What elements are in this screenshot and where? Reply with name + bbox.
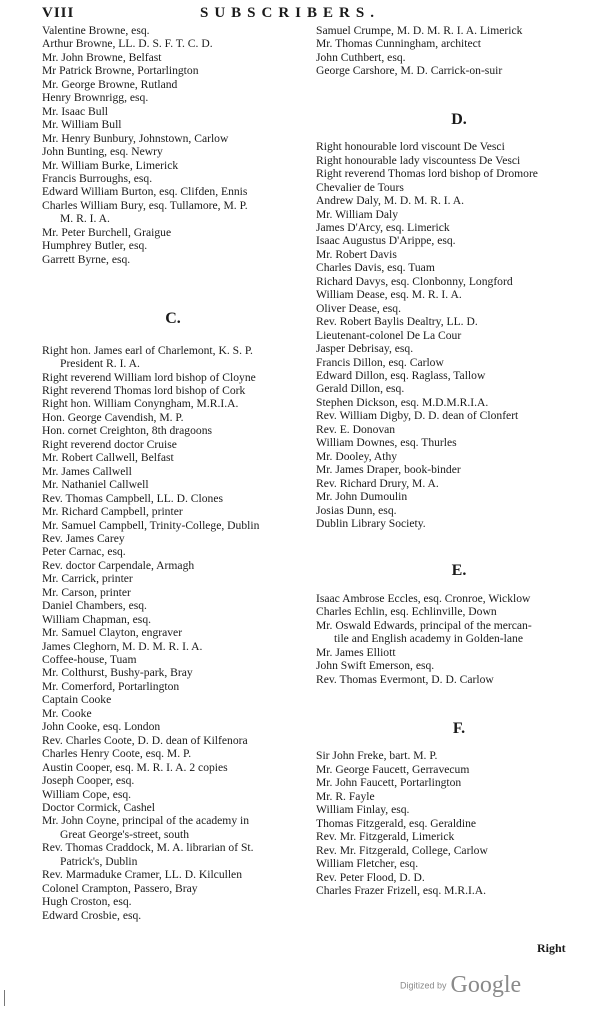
catchword: Right [537, 941, 566, 955]
subscriber-entry: Right honourable lord viscount De Vesci [316, 140, 505, 154]
section-f-list [316, 749, 602, 897]
subscriber-entry: Mr. Oswald Edwards, principal of the mercan- [316, 618, 532, 632]
watermark-prefix: Digitized by [400, 980, 447, 991]
subscriber-entry: Rev. James Carey [42, 531, 125, 545]
right-column [316, 24, 602, 897]
subscriber-entry: Sir John Freke, bart. M. P. [316, 749, 438, 763]
section-c-list [42, 344, 304, 922]
subscriber-entry: Coffee-house, Tuam [42, 653, 137, 667]
subscriber-entry: Joseph Cooper, esq. [42, 774, 135, 788]
subscriber-entry: Jasper Debrisay, esq. [316, 342, 414, 356]
subscriber-entry: Oliver Dease, esq. [316, 301, 401, 315]
subscriber-entry: Mr. Comerford, Portarlington [42, 679, 180, 693]
subscriber-entry: Mr. Robert Davis [316, 247, 397, 261]
page-edge-mark [4, 990, 5, 1006]
subscriber-entry: Charles Frazer Frizell, esq. M.R.I.A. [316, 884, 487, 898]
subscriber-entry: Mr. James Callwell [42, 464, 132, 478]
subscriber-entry: John Bunting, esq. Newry [42, 145, 163, 159]
subscriber-entry: Isaac Augustus D'Arippe, esq. [316, 234, 456, 248]
subscriber-entry: John Cuthbert, esq. [316, 50, 406, 64]
subscriber-entry: Right honourable lady viscountess De Vesci [316, 153, 521, 167]
subscriber-entry: Chevalier de Tours [316, 180, 404, 194]
subscriber-entry: Garrett Byrne, esq. [42, 252, 131, 266]
subscriber-entry: Mr. Colthurst, Bushy-park, Bray [42, 666, 193, 680]
subscriber-entry: Andrew Daly, M. D. M. R. I. A. [316, 194, 465, 208]
subscriber-entry: Mr. Nathaniel Callwell [42, 478, 149, 492]
subscriber-entry-continuation: M. R. I. A. [60, 212, 110, 226]
subscriber-entry-continuation: President R. I. A. [60, 357, 140, 371]
subscriber-entry-continuation: Patrick's, Dublin [60, 854, 138, 868]
subscriber-entry-continuation: Great George's-street, south [60, 827, 190, 841]
subscriber-entry: Edward Crosbie, esq. [42, 908, 142, 922]
subscriber-entry: Mr. John Dumoulin [316, 490, 408, 504]
subscriber-entry: Rev. Robert Baylis Dealtry, LL. D. [316, 315, 478, 329]
subscriber-entry: William Chapman, esq. [42, 612, 152, 626]
subscriber-entry: Mr. Dooley, Athy [316, 449, 398, 463]
subscriber-entry: Austin Cooper, esq. M. R. I. A. 2 copies [42, 760, 228, 774]
subscriber-entry: Rev. Mr. Fitzgerald, College, Carlow [316, 843, 488, 857]
subscriber-entry: Rev. William Digby, D. D. dean of Clonfert [316, 409, 519, 423]
section-heading-d: D. [451, 110, 467, 128]
subscriber-entry: Daniel Chambers, esq. [42, 599, 147, 613]
subscriber-entry: James D'Arcy, esq. Limerick [316, 220, 450, 234]
subscriber-entry: Mr. Henry Bunbury, Johnstown, Carlow [42, 131, 229, 145]
subscriber-entry: Humphrey Butler, esq. [42, 239, 148, 253]
subscriber-entry: Right reverend Thomas lord bishop of Dromore [316, 167, 538, 181]
subscriber-entry: Arthur Browne, LL. D. S. F. T. C. D. [42, 37, 213, 51]
subscriber-entry: Doctor Cormick, Cashel [42, 801, 156, 815]
subscriber-entry: Rev. Marmaduke Cramer, LL. D. Kilcullen [42, 868, 243, 882]
subscriber-entry: William Dease, esq. M. R. I. A. [316, 288, 462, 302]
subscriber-entry: Mr. James Draper, book-binder [316, 463, 461, 477]
subscriber-entry: Mr. George Browne, Rutland [42, 77, 178, 91]
section-heading-f: F. [452, 720, 466, 738]
subscriber-entry: Mr. William Daly [316, 207, 399, 221]
subscriber-entry: Rev. Richard Drury, M. A. [316, 476, 439, 490]
subscriber-entry: Mr. John Coyne, principal of the academy in [42, 814, 250, 828]
subscriber-entry: Mr. William Bull [42, 118, 122, 132]
subscriber-entry: William Downes, esq. Thurles [316, 436, 457, 450]
subscriber-entry: James Cleghorn, M. D. M. R. I. A. [42, 639, 203, 653]
top-entry-list [316, 24, 602, 78]
subscriber-entry-continuation: tile and English academy in Golden-lane [334, 632, 523, 646]
subscriber-entry: Samuel Crumpe, M. D. M. R. I. A. Limerick [316, 24, 523, 37]
subscriber-entry: Edward William Burton, esq. Clifden, Ennis [42, 185, 248, 199]
subscriber-entry: Mr. Carson, printer [42, 585, 131, 599]
page-number: VIII [42, 5, 75, 21]
subscriber-entry: Mr. R. Fayle [316, 789, 375, 803]
subscriber-entry: Thomas Fitzgerald, esq. Geraldine [316, 816, 477, 830]
subscriber-entry: Colonel Crampton, Passero, Bray [42, 881, 198, 895]
subscriber-entry: Charles Henry Coote, esq. M. P. [42, 747, 192, 761]
subscriber-entry: Richard Davys, esq. Clonbonny, Longford [316, 274, 513, 288]
subscriber-entry: Josias Dunn, esq. [316, 503, 397, 517]
section-heading-e: E. [451, 562, 467, 580]
subscriber-entry: Right reverend doctor Cruise [42, 437, 177, 451]
subscriber-entry: Isaac Ambrose Eccles, esq. Cronroe, Wicklow [316, 591, 531, 605]
subscriber-entry: Right hon. James earl of Charlemont, K. S. P. [42, 343, 253, 357]
subscriber-entry: John Cooke, esq. London [42, 720, 161, 734]
subscriber-entry: Francis Burroughs, esq. [42, 171, 153, 185]
watermark-brand: Google [450, 972, 522, 998]
subscriber-entry: William Finlay, esq. [316, 803, 410, 817]
top-entry-list [42, 24, 304, 266]
subscriber-entry: Henry Brownrigg, esq. [42, 91, 149, 105]
subscriber-entry: Rev. Mr. Fitzgerald, Limerick [316, 830, 455, 844]
subscriber-entry: Valentine Browne, esq. [42, 24, 150, 37]
subscriber-entry: Hugh Croston, esq. [42, 895, 132, 909]
subscriber-entry: John Swift Emerson, esq. [316, 659, 435, 673]
subscriber-entry: Mr. Samuel Campbell, Trinity-College, Dublin [42, 518, 260, 532]
section-heading-c: C. [165, 310, 181, 328]
subscriber-entry: Edward Dillon, esq. Raglass, Tallow [316, 368, 486, 382]
subscriber-entry: Hon. cornet Creighton, 8th dragoons [42, 424, 213, 438]
subscriber-entry: Charles Davis, esq. Tuam [316, 261, 435, 275]
section-d-list [316, 140, 602, 530]
subscriber-entry: Right reverend William lord bishop of Cloyne [42, 370, 256, 384]
subscriber-entry: Lieutenant-colonel De La Cour [316, 328, 462, 342]
subscriber-entry: Charles William Bury, esq. Tullamore, M. P. [42, 198, 248, 212]
subscriber-entry: Mr. Robert Callwell, Belfast [42, 451, 174, 465]
page-title: SUBSCRIBERS. [200, 5, 380, 21]
subscriber-entry: Mr Patrick Browne, Portarlington [42, 64, 199, 78]
subscriber-entry: Rev. Peter Flood, D. D. [316, 870, 425, 884]
subscriber-entry: William Fletcher, esq. [316, 857, 419, 871]
subscriber-entry: Gerald Dillon, esq. [316, 382, 405, 396]
section-e-list [316, 592, 602, 686]
subscriber-entry: Mr. Carrick, printer [42, 572, 133, 586]
subscriber-entry: Right hon. William Conyngham, M.R.I.A. [42, 397, 239, 411]
subscriber-entry: Dublin Library Society. [316, 516, 426, 530]
subscriber-entry: Mr. Richard Campbell, printer [42, 505, 183, 519]
subscriber-entry: Rev. Thomas Evermont, D. D. Carlow [316, 672, 494, 686]
subscriber-entry: William Cope, esq. [42, 787, 132, 801]
subscriber-entry: Mr. John Faucett, Portarlington [316, 776, 462, 790]
left-column [42, 24, 304, 922]
subscriber-entry: Mr. William Burke, Limerick [42, 158, 179, 172]
subscriber-entry: Charles Echlin, esq. Echlinville, Down [316, 605, 497, 619]
subscriber-entry: Mr. Samuel Clayton, engraver [42, 626, 183, 640]
subscriber-entry: Mr. Peter Burchell, Graigue [42, 225, 172, 239]
subscriber-entry: Mr. George Faucett, Gerravecum [316, 762, 470, 776]
subscriber-entry: George Carshore, M. D. Carrick-on-suir [316, 64, 503, 78]
digitized-watermark [400, 972, 521, 999]
subscriber-entry: Francis Dillon, esq. Carlow [316, 355, 444, 369]
subscriber-entry: Mr. Isaac Bull [42, 104, 109, 118]
subscriber-entry: Rev. Thomas Campbell, LL. D. Clones [42, 491, 223, 505]
subscriber-entry: Rev. E. Donovan [316, 422, 396, 436]
subscriber-entry: Mr. Thomas Cunningham, architect [316, 37, 481, 51]
subscriber-entry: Rev. doctor Carpendale, Armagh [42, 558, 195, 572]
subscriber-entry: Hon. George Cavendish, M. P. [42, 410, 184, 424]
subscriber-entry: Peter Carnac, esq. [42, 545, 126, 559]
subscriber-entry: Rev. Charles Coote, D. D. dean of Kilfenora [42, 733, 248, 747]
subscriber-entry: Mr. Cooke [42, 706, 92, 720]
subscriber-entry: Captain Cooke [42, 693, 112, 707]
subscriber-entry: Rev. Thomas Craddock, M. A. librarian of St. [42, 841, 254, 855]
subscriber-entry: Stephen Dickson, esq. M.D.M.R.I.A. [316, 395, 489, 409]
subscriber-entry: Mr. John Browne, Belfast [42, 50, 162, 64]
subscriber-entry: Right reverend Thomas lord bishop of Cork [42, 383, 246, 397]
subscriber-entry: Mr. James Elliott [316, 645, 396, 659]
